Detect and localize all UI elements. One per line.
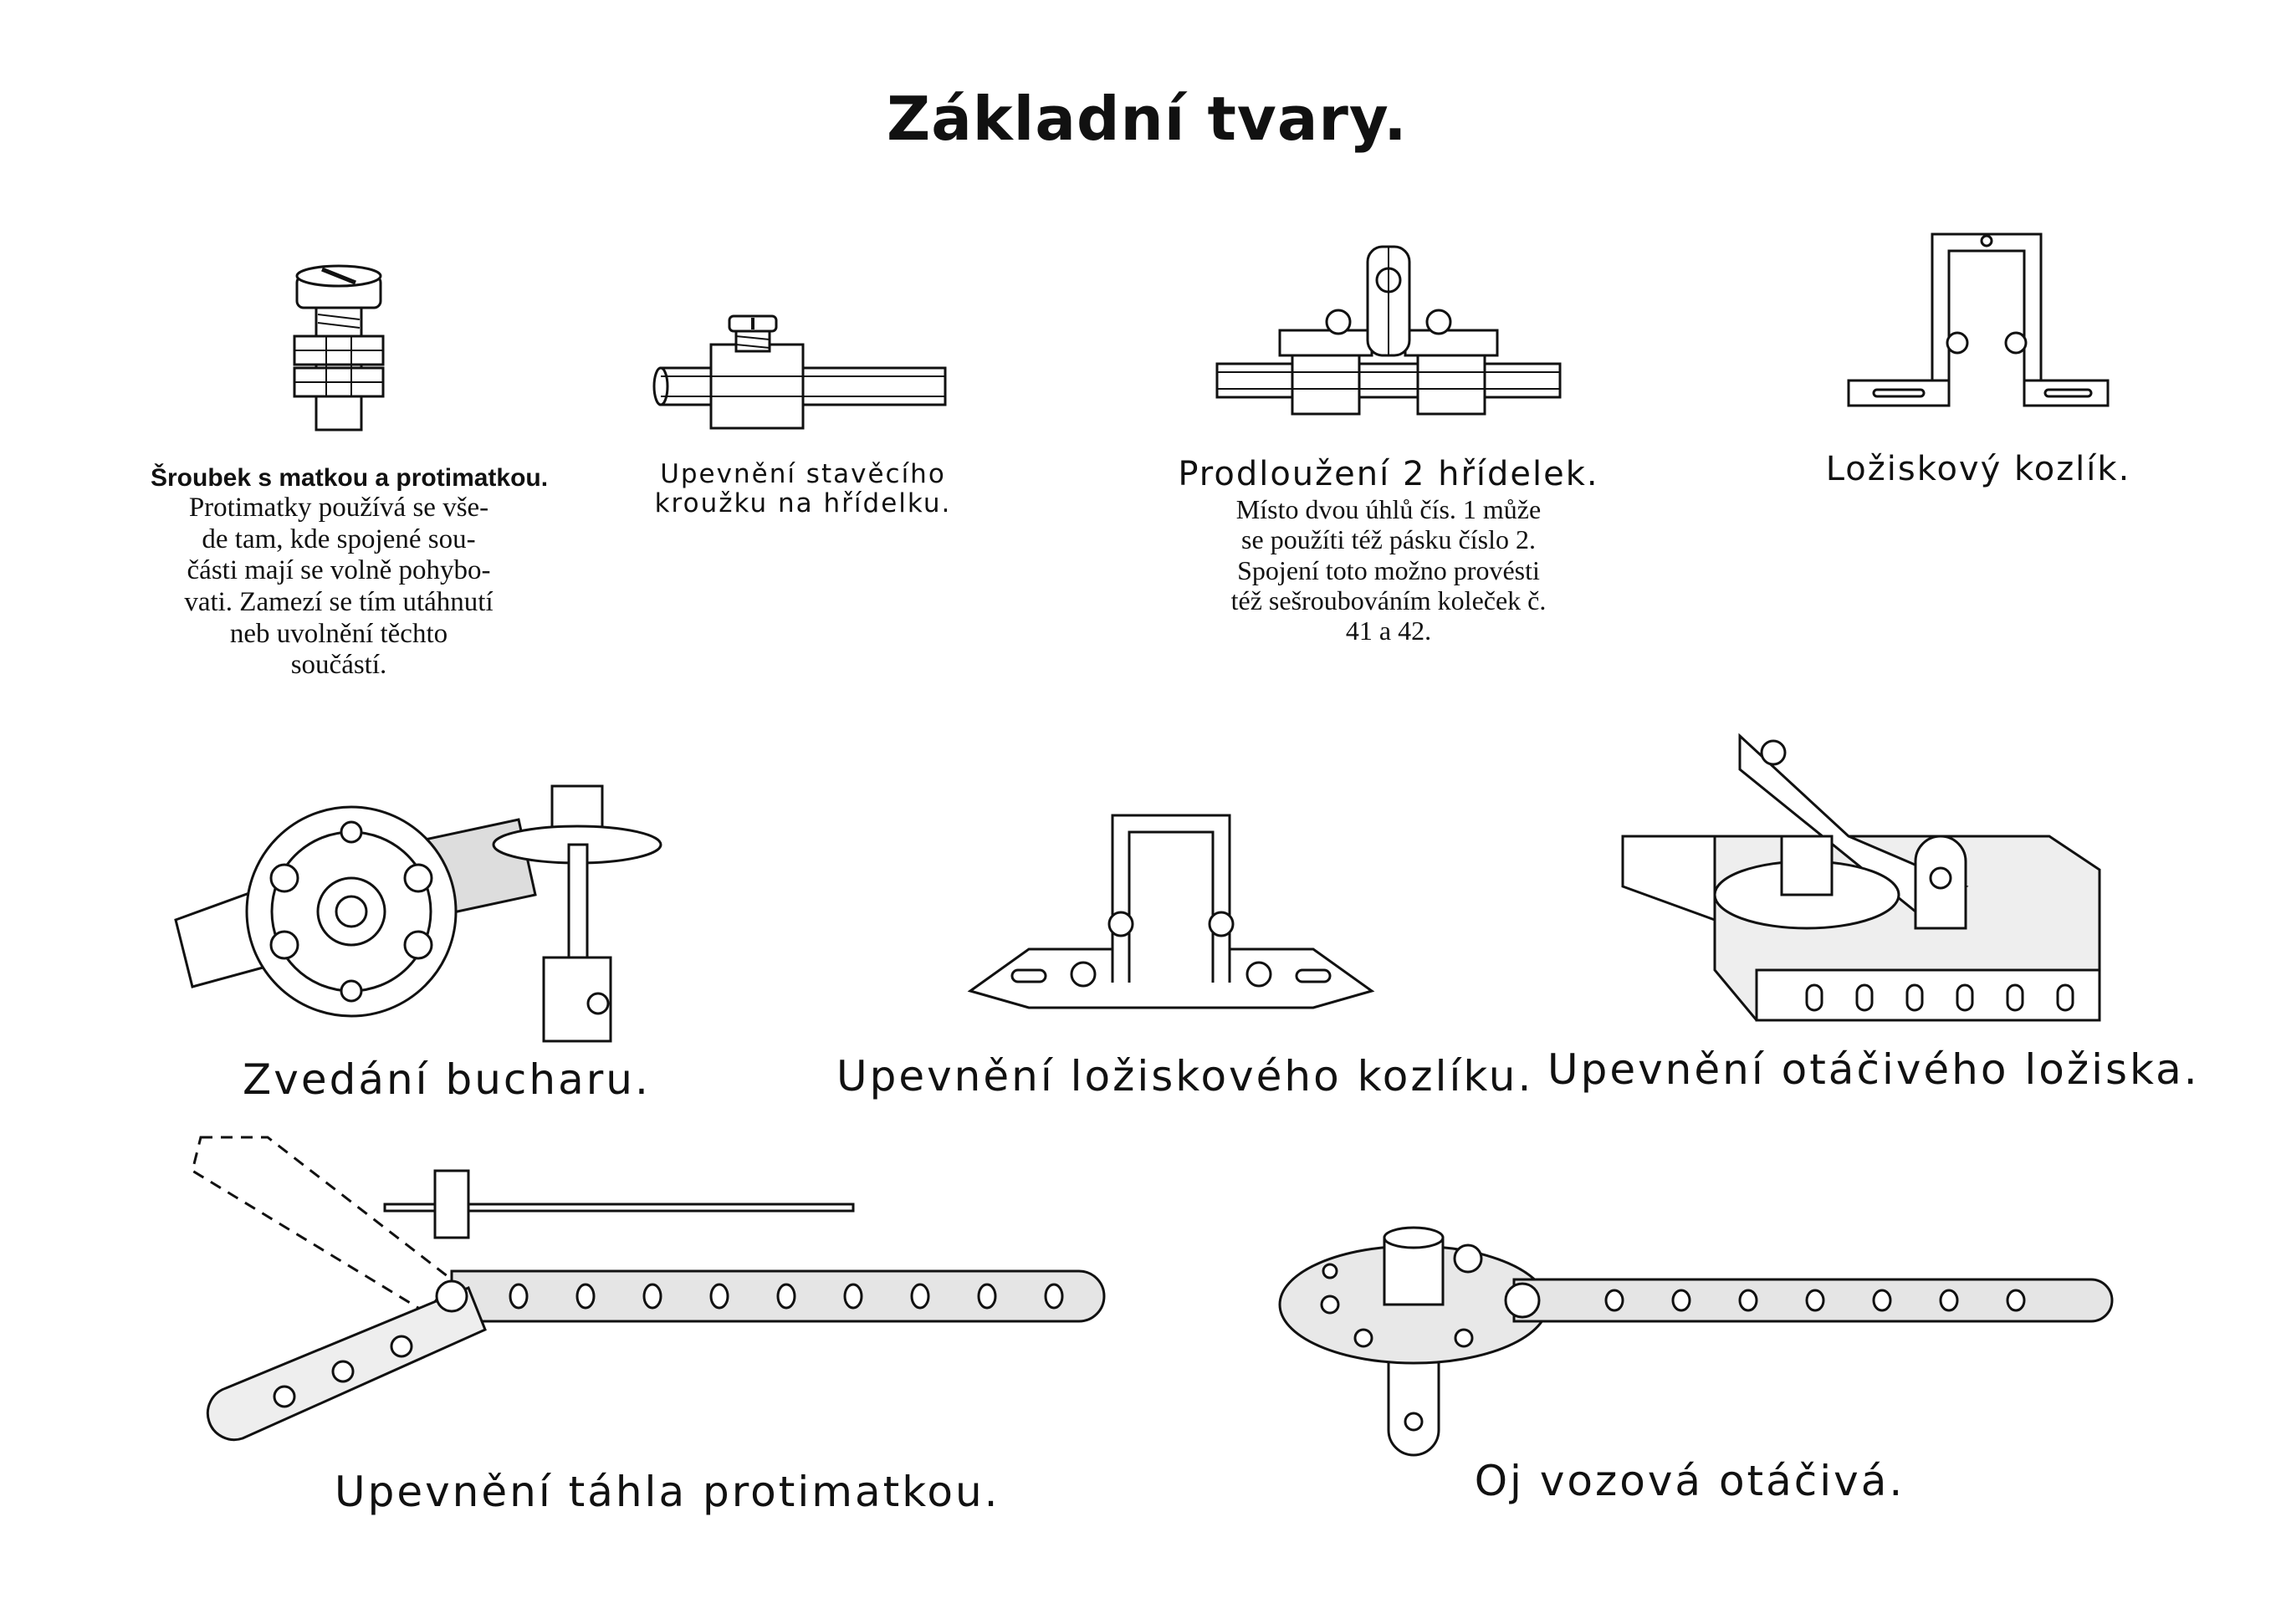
bolt-body-line: části mají se volně pohybo- <box>187 555 491 586</box>
hammer-lift-illustration <box>167 753 686 1045</box>
bolt-nut-illustration <box>276 259 401 443</box>
collar-on-shaft-illustration <box>652 309 954 426</box>
bolt-body-line: de tam, kde spojené sou- <box>202 523 476 554</box>
page-title: Základní tvary. <box>887 84 1408 154</box>
rod-counternut-caption: Upevnění táhla protimatkou. <box>335 1468 1000 1516</box>
wagon-tongue-illustration <box>1263 1221 2125 1455</box>
bracket-mount-illustration <box>962 799 1380 1016</box>
extension-body-line: též sešroubováním koleček č. <box>1230 585 1547 615</box>
hammer-lift-caption: Zvedání bucharu. <box>243 1055 651 1104</box>
extension-text-block <box>1171 456 1606 646</box>
bolt-caption: Šroubek s matkou a protimatkou. <box>151 464 549 492</box>
extension-body-line: se použíti též pásku číslo 2. <box>1241 524 1536 555</box>
rod-counternut-illustration <box>176 1121 1129 1455</box>
extension-body-line: Místo dvou úhlů čís. 1 může <box>1235 493 1542 524</box>
collar-caption-line: Upevnění stavěcího <box>660 459 946 489</box>
bolt-body-line: součástí. <box>290 650 387 681</box>
bolt-text-block <box>151 464 549 682</box>
bolt-body-line: neb uvolnění těchto <box>229 618 448 649</box>
extension-body-line: 41 a 42. <box>1345 615 1432 646</box>
shaft-extension-illustration <box>1213 238 1564 431</box>
extension-body-line: Spojení toto možno provésti <box>1237 554 1540 585</box>
bearing-bracket-caption: Ložiskový kozlík. <box>1825 450 2131 488</box>
collar-text-block <box>619 460 987 519</box>
bolt-body-line: vati. Zamezí se tím utáhnutí <box>184 587 494 618</box>
collar-caption-line: kroužku na hřídelku. <box>654 488 952 519</box>
swivel-bearing-caption: Upevnění otáčivého ložiska. <box>1547 1045 2200 1094</box>
wagon-tongue-caption: Oj vozová otáčivá. <box>1474 1457 1905 1505</box>
bearing-bracket-illustration <box>1849 217 2108 418</box>
extension-caption: Prodloužení 2 hřídelek. <box>1178 455 1599 493</box>
swivel-bearing-illustration <box>1614 719 2108 1045</box>
bracket-mount-caption: Upevnění ložiskového kozlíku. <box>836 1052 1534 1101</box>
bolt-body-line: Protimatky používá se vše- <box>188 493 489 523</box>
